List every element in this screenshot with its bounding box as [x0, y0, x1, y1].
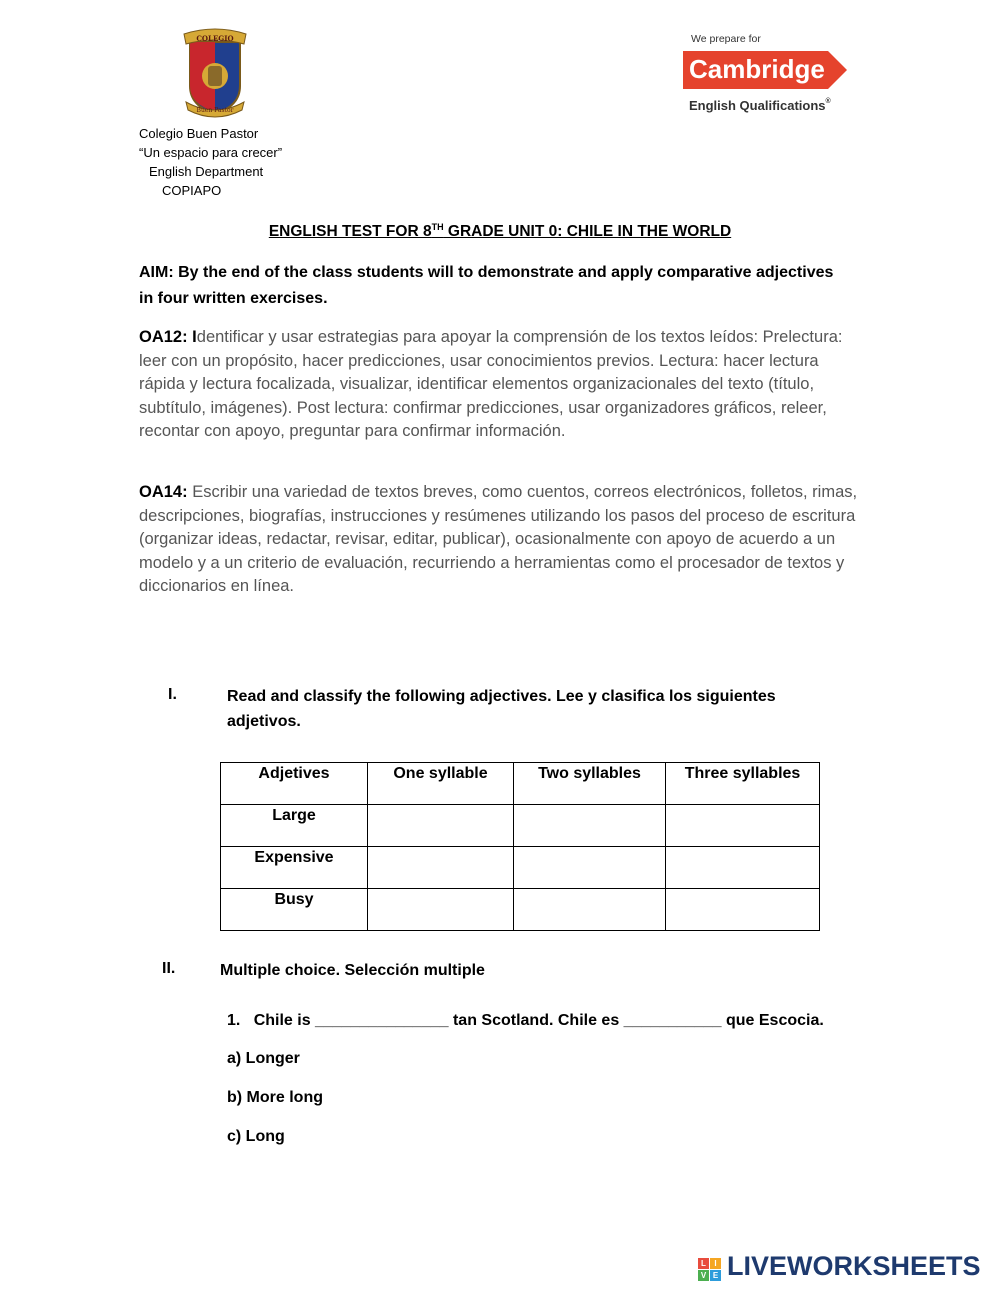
answer-cell[interactable] [368, 889, 514, 931]
section-1-instruction: Read and classify the following adjectives. Lee y clasifica los siguientes adjetivos. [227, 688, 776, 730]
table-header: Adjetives [221, 763, 368, 805]
logo-letter-tile: V [698, 1270, 709, 1281]
section-2-instruction: Multiple choice. Selección multiple [220, 962, 485, 979]
department: English Department [149, 164, 264, 179]
cambridge-name: Cambridge [689, 54, 825, 84]
adjective-cell: Expensive [221, 847, 368, 889]
answer-cell[interactable] [514, 847, 666, 889]
cambridge-tagline: We prepare for [691, 33, 761, 45]
answer-cell[interactable] [666, 889, 820, 931]
cambridge-logo [683, 33, 853, 118]
table-row [221, 889, 820, 931]
oa14-text: Escribir una variedad de textos breves, como cuentos, correos electrónicos, folletos, rimas, descripciones, biografías, instrucciones y resúmenes utilizando los pasos del proceso de escritura (organizar ideas, redactar, revisar, editar, publicar), ocasionalmente con apoyo de acuerdo a un modelo y a un criterio de evaluación, recurriendo a herramientas como el procesador de textos y diccionarios en línea. [139, 483, 858, 595]
logo-letter-tile: E [710, 1270, 721, 1281]
answer-cell[interactable] [368, 847, 514, 889]
cambridge-sub: English Qualifications® [689, 98, 831, 113]
adjective-cell: Busy [221, 889, 368, 931]
crest-top-text: COLEGIO [196, 34, 234, 43]
adjective-cell: Large [221, 805, 368, 847]
table-row [221, 847, 820, 889]
option-b[interactable]: b) More long [227, 1089, 323, 1106]
question-number: 1. [227, 1012, 241, 1029]
adjectives-table [220, 762, 820, 931]
liveworksheets-brand[interactable]: LIVEWORKSHEETS [727, 1251, 981, 1281]
page-title: ENGLISH TEST FOR 8TH GRADE UNIT 0: CHILE IN THE WORLD [268, 222, 732, 241]
objective-oa12 [139, 326, 859, 444]
logo-letter-tile: L [698, 1258, 709, 1269]
table-row [221, 805, 820, 847]
answer-cell[interactable] [368, 805, 514, 847]
oa12-text: dentificar y usar estrategias para apoyar la comprensión de los textos leídos: Prelectura: leer con un propósito, hacer predicciones, usar conocimientos previos. Lectura: hacer lectura rápida y lectura focalizada, visualizar, identificar elementos organizacionales del texto (título, subtítulo, imágenes). Post lectura: confirmar predicciones, usar organizadores gráficos, releer, recontar con apoyo, preguntar para confirmar información. [139, 328, 843, 440]
answer-cell[interactable] [666, 847, 820, 889]
question-text: Chile is _______________ tan Scotland. Chile es ___________ que Escocia. [253, 1012, 824, 1029]
answer-cell[interactable] [514, 805, 666, 847]
answer-cell[interactable] [514, 889, 666, 931]
logo-letter-tile: I [710, 1258, 721, 1269]
crest-bottom-text: Buen Pastor [196, 107, 234, 114]
option-a[interactable]: a) Longer [227, 1050, 300, 1067]
question-1 [227, 1012, 824, 1030]
answer-cell[interactable] [666, 805, 820, 847]
city: COPIAPO [162, 183, 222, 198]
school-crest-logo [180, 28, 250, 118]
section-2-number: II. [162, 960, 176, 977]
school-name: Colegio Buen Pastor [139, 126, 259, 141]
table-header-row [221, 763, 820, 805]
trademark-mark: ® [825, 98, 831, 105]
section-1-number: I. [168, 686, 177, 703]
option-c[interactable]: c) Long [227, 1128, 285, 1145]
oa12-label: OA12: I [139, 328, 197, 346]
table-header: Two syllables [514, 763, 666, 805]
objective-oa14 [139, 481, 859, 599]
oa14-label: OA14: [139, 483, 188, 501]
table-header: One syllable [368, 763, 514, 805]
aim-statement: AIM: By the end of the class students will to demonstrate and apply comparative adjectives in four written exercises. [139, 264, 834, 307]
table-header: Three syllables [666, 763, 820, 805]
school-motto: “Un espacio para crecer” [139, 145, 283, 160]
liveworksheets-logo-mark [698, 1258, 722, 1282]
